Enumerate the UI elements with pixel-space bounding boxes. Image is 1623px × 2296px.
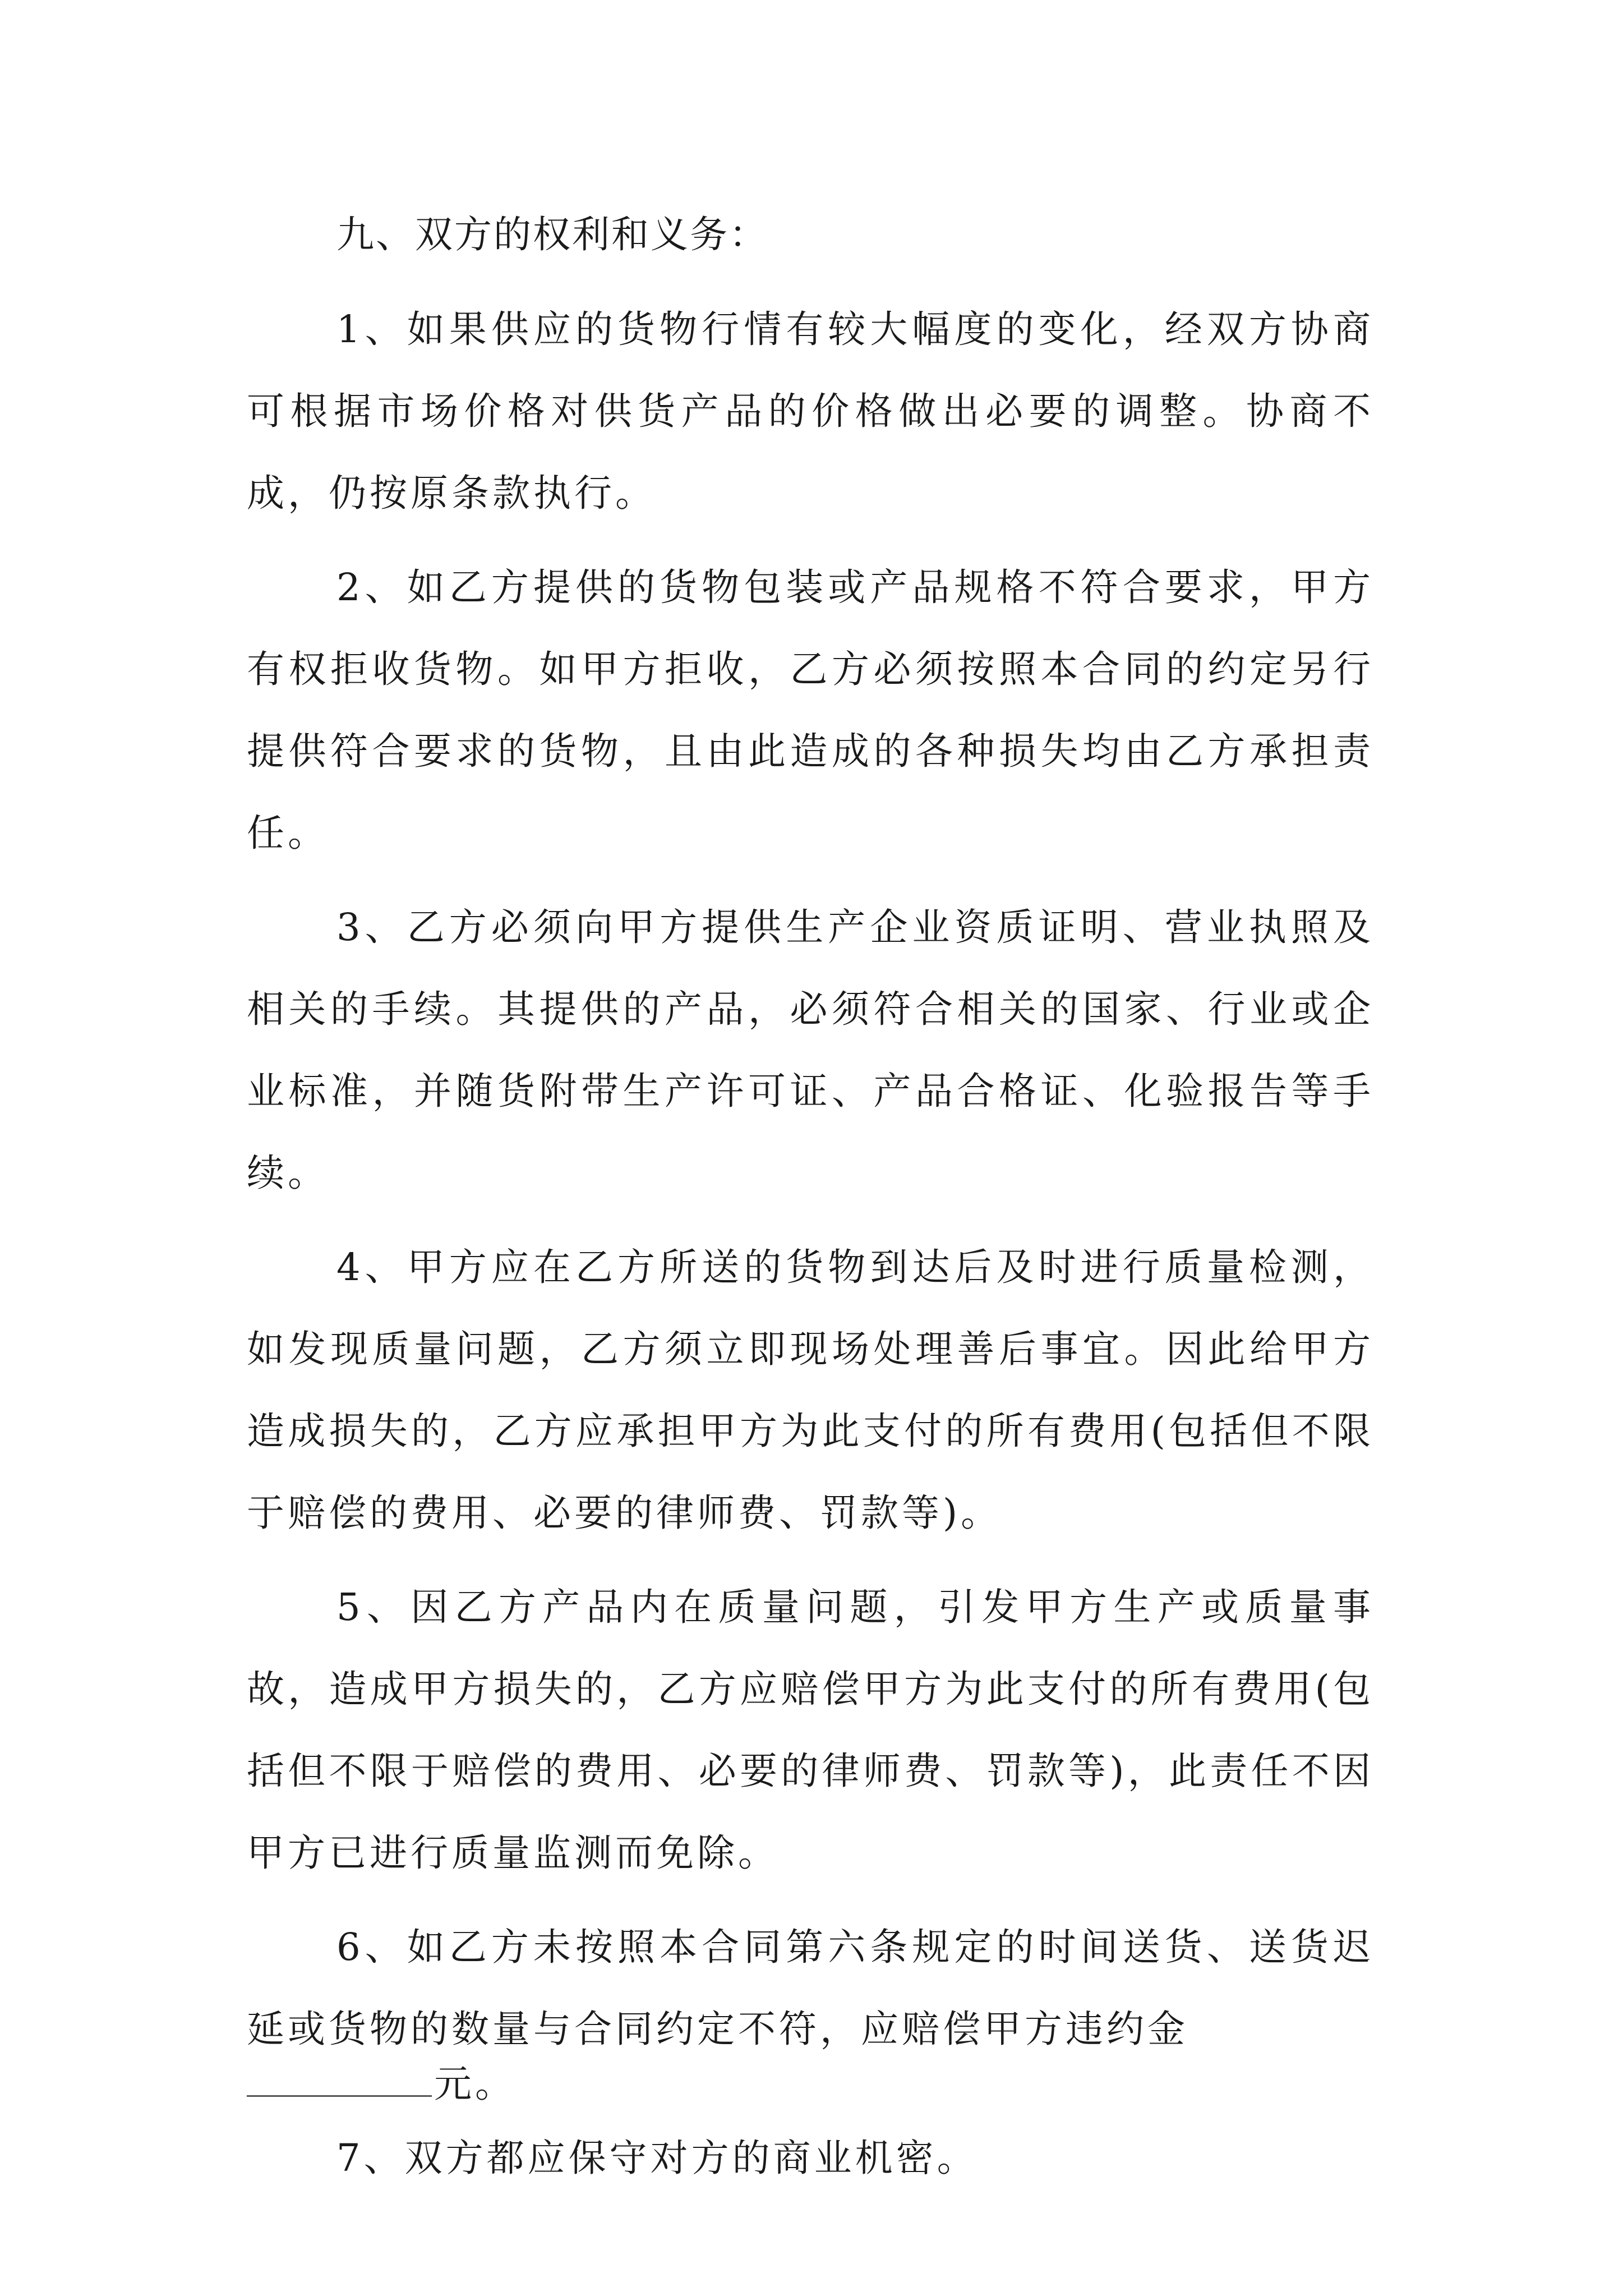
clause-6: 6、如乙方未按照本合同第六条规定的时间送货、送货迟延或货物的数量与合同约定不符，应赔偿甲方违约金 bbox=[247, 1925, 1374, 2051]
clause-5: 5、因乙方产品内在质量问题，引发甲方生产或质量事故，造成甲方损失的，乙方应赔偿甲方为此支付的所有费用(包括但不限于赔偿的费用、必要的律师费、罚款等)，此责任不因甲方已进行质量监测而免除。 bbox=[247, 1585, 1374, 1875]
clause-1: 1、如果供应的货物行情有较大幅度的变化，经双方协商可根据市场价格对供货产品的价格做出必要的调整。协商不成，仍按原条款执行。 bbox=[247, 307, 1374, 515]
clause-6-unit: 元。 bbox=[434, 2062, 516, 2106]
clause-7: 7、双方都应保守对方的商业机密。 bbox=[336, 2136, 978, 2180]
document-body bbox=[247, 213, 1374, 2234]
clause-2: 2、如乙方提供的货物包装或产品规格不符合要求，甲方有权拒收货物。如甲方拒收，乙方必须按照本合同的约定另行提供符合要求的货物，且由此造成的各种损失均由乙方承担责任。 bbox=[247, 565, 1374, 855]
clause-3: 3、乙方必须向甲方提供生产企业资质证明、营业执照及相关的手续。其提供的产品，必须符合相关的国家、行业或企业标准，并随货附带生产许可证、产品合格证、化验报告等手续。 bbox=[247, 905, 1374, 1195]
penalty-amount-blank bbox=[247, 2095, 432, 2097]
clause-4: 4、甲方应在乙方所送的货物到达后及时进行质量检测，如发现质量问题，乙方须立即现场处理善后事宜。因此给甲方造成损失的，乙方应承担甲方为此支付的所有费用(包括但不限于赔偿的费用、必要的律师费、罚款等)。 bbox=[247, 1245, 1374, 1535]
section-heading: 九、双方的权利和义务： bbox=[336, 213, 768, 256]
